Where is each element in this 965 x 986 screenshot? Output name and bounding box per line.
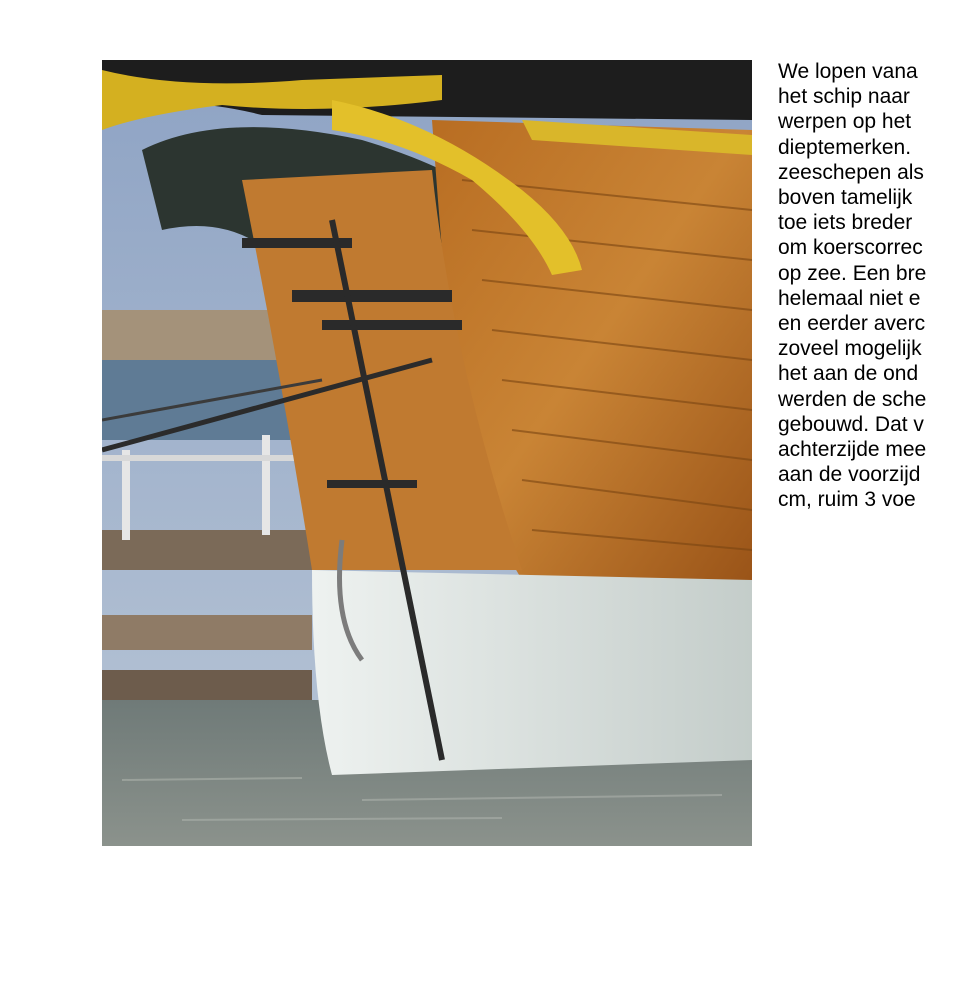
text-line: werden de sche: [778, 387, 927, 411]
text-line: werpen op het: [778, 110, 912, 134]
text-line: gebouwd. Dat v: [778, 412, 924, 436]
text-line: zeeschepen als: [778, 160, 924, 184]
text-line: het schip naar: [778, 85, 910, 109]
text-line: boven tamelijk: [778, 186, 913, 210]
article-paragraph: [778, 59, 965, 513]
text-line: op zee. Een bre: [778, 261, 927, 285]
text-line: achterzijde mee: [778, 438, 927, 462]
text-line: toe iets breder: [778, 211, 913, 235]
ship-stern-photo: [102, 60, 752, 846]
text-line: helemaal niet e: [778, 286, 921, 310]
text-line: en eerder averc: [778, 312, 926, 336]
text-line: om koerscorrec: [778, 236, 923, 260]
text-line: zoveel mogelijk: [778, 337, 922, 361]
text-line: dieptemerken.: [778, 135, 912, 159]
text-line: cm, ruim 3 voe: [778, 488, 916, 512]
article-text-column: [778, 59, 965, 699]
text-line: het aan de ond: [778, 362, 919, 386]
text-line: aan de voorzijd: [778, 463, 921, 487]
text-line: We lopen vana: [778, 60, 918, 83]
